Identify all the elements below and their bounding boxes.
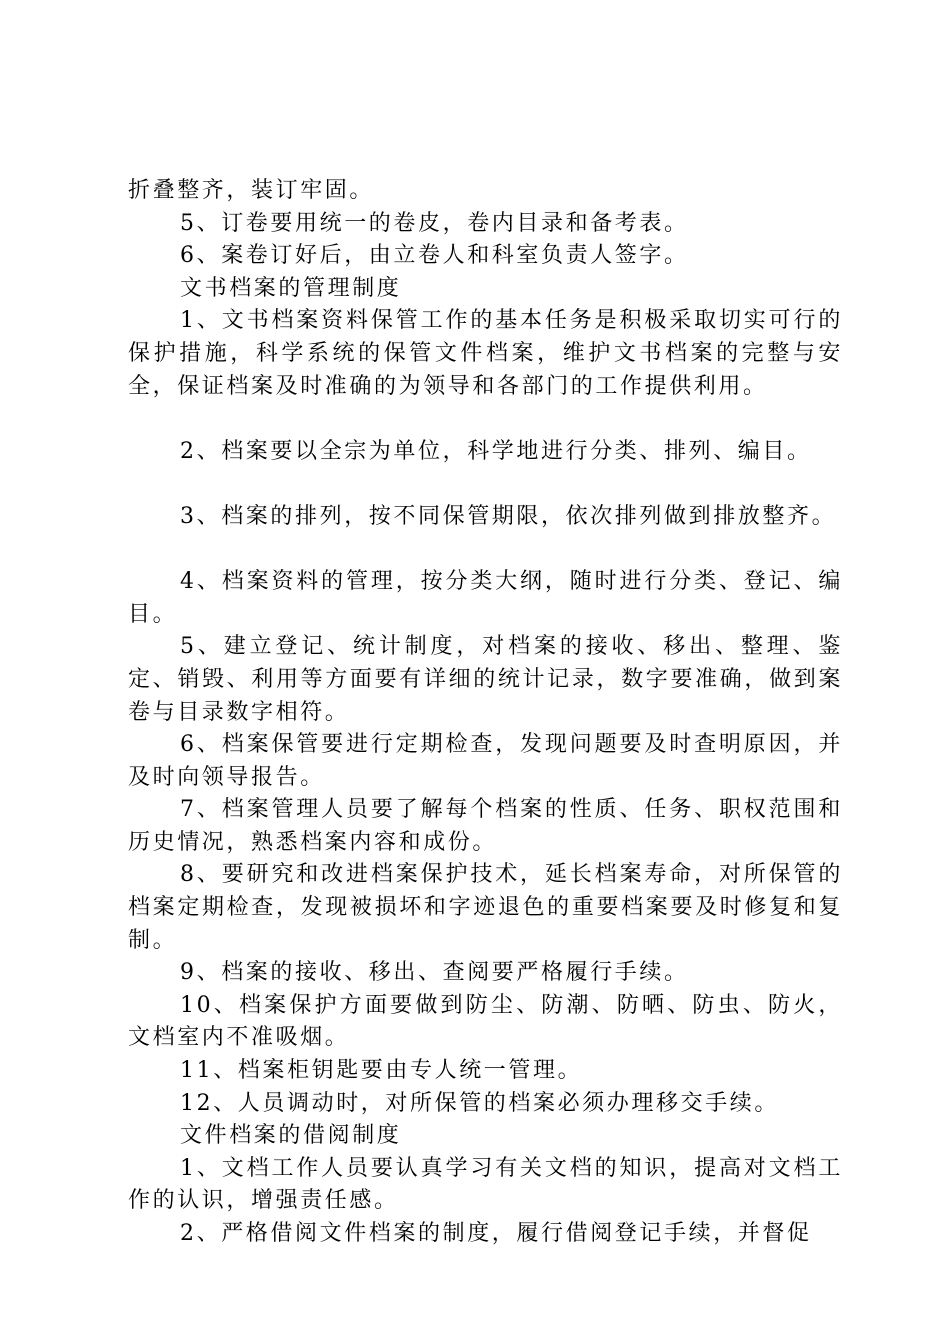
paragraph-item-6-signature: 6、案卷订好后，由立卷人和科室负责人签字。: [180, 243, 689, 269]
paragraph-management-10: 10、档案保护方面要做到防尘、防潮、防晒、防虫、防火，文档室内不准吸烟。: [128, 992, 843, 1051]
paragraph-management-2: 2、档案要以全宗为单位，科学地进行分类、排列、编目。: [180, 438, 812, 464]
paragraph-management-5: 5、建立登记、统计制度，对档案的接收、移出、整理、鉴定、销毁、利用等方面要有详细的统计记录，数字要准确，做到案卷与目录数字相符。: [128, 634, 843, 725]
paragraph-borrowing-2: 2、严格借阅文件档案的制度，履行借阅登记手续，并督促: [180, 1221, 812, 1246]
paragraph-item-5-binding: 5、订卷要用统一的卷皮，卷内目录和备考表。: [180, 210, 689, 236]
paragraph-management-7: 7、档案管理人员要了解每个档案的性质、任务、职权范围和历史情况，熟悉档案内容和成份。: [128, 797, 843, 855]
document-body: [128, 175, 843, 1251]
section-heading-management: 文书档案的管理制度: [180, 275, 402, 301]
paragraph-management-12: 12、人员调动时，对所保管的档案必须办理移交手续。: [180, 1090, 779, 1116]
paragraph-continuation: 折叠整齐，装订牢固。: [128, 178, 375, 203]
paragraph-management-1: 1、文书档案资料保管工作的基本任务是积极采取切实可行的保护措施，科学系统的保管文件档案，维护文书档案的完整与安全，保证档案及时准确的为领导和各部门的工作提供利用。: [128, 308, 843, 399]
paragraph-management-9: 9、档案的接收、移出、查阅要严格履行手续。: [180, 960, 689, 986]
paragraph-management-4: 4、档案资料的管理，按分类大纲，随时进行分类、登记、编目。: [128, 569, 843, 627]
paragraph-management-3: 3、档案的排列，按不同保管期限，依次排列做到排放整齐。: [180, 503, 837, 529]
section-heading-borrowing: 文件档案的借阅制度: [180, 1123, 402, 1149]
paragraph-management-11: 11、档案柜钥匙要由专人统一管理。: [180, 1058, 583, 1084]
paragraph-borrowing-1: 1、文档工作人员要认真学习有关文档的知识，提高对文档工作的认识，增强责任感。: [128, 1155, 843, 1214]
paragraph-management-6: 6、档案保管要进行定期检查，发现问题要及时查明原因，并及时向领导报告。: [128, 732, 843, 790]
paragraph-management-8: 8、要研究和改进档案保护技术，延长档案寿命，对所保管的档案定期检查，发现被损坏和字迹退色的重要档案要及时修复和复制。: [128, 862, 843, 953]
